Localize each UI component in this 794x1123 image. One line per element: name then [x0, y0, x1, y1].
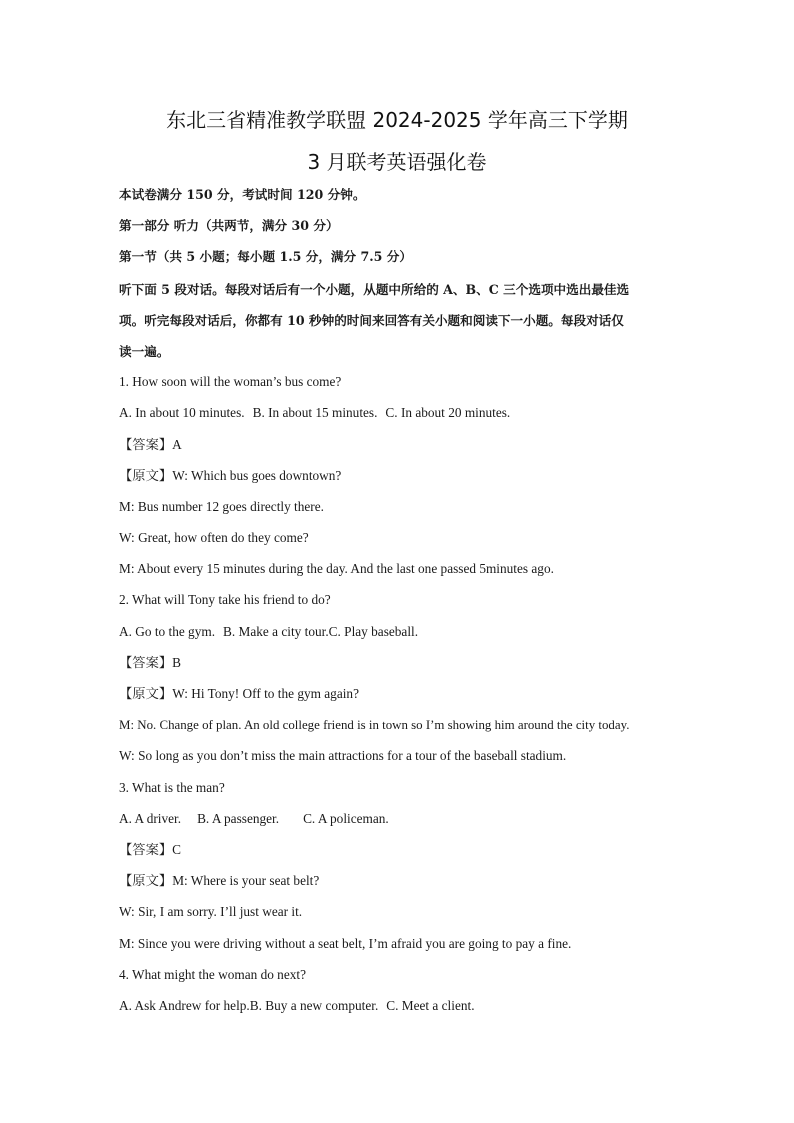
question-3-options	[119, 810, 389, 828]
option-b: B. Make a city tour.	[223, 624, 329, 639]
question-2: 2. What will Tony take his friend to do?	[119, 592, 331, 607]
option-b: B. A passenger.	[197, 811, 280, 826]
option-a: A. In about 10 minutes.	[119, 405, 245, 420]
option-a: A. A driver.	[119, 811, 182, 826]
script-3-line-3: M: Since you were driving without a seat belt, I’m afraid you are going to pay a fine.	[119, 936, 572, 951]
option-b: B. Buy a new computer.	[249, 998, 379, 1013]
question-2-options	[119, 623, 418, 641]
question-1-options	[119, 404, 510, 422]
exam-info: 本试卷满分 150 分，考试时间 120 分钟。	[119, 187, 366, 202]
script-2-line-1	[119, 685, 359, 703]
option-c: C. In about 20 minutes.	[385, 405, 511, 420]
answer-1: 【答案】A	[119, 437, 182, 452]
question-4-options	[119, 997, 475, 1015]
script-text: W: Which bus goes downtown?	[172, 468, 342, 483]
script-text: W: Hi Tony! Off to the gym again?	[172, 686, 359, 701]
option-a: A. Go to the gym.	[119, 624, 216, 639]
option-b: B. In about 15 minutes.	[252, 405, 378, 420]
instructions-line-1: 听下面 5 段对话。每段对话后有一个小题，从题中所给的 A、B、C 三个选项中选出最佳选	[119, 282, 630, 297]
section-heading: 第一节（共 5 小题；每小题 1.5 分，满分 7.5 分）	[119, 249, 412, 264]
answer-2: 【答案】B	[119, 655, 182, 670]
question-3: 3. What is the man?	[119, 780, 225, 795]
script-label: 【原文】	[119, 686, 173, 701]
script-2-line-2: M: No. Change of plan. An old college friend is in town so I’m showing him around the city today.	[119, 718, 630, 732]
option-c: C. Play baseball.	[328, 624, 419, 639]
script-1-line-2: M: Bus number 12 goes directly there.	[119, 499, 324, 514]
script-1-line-4: M: About every 15 minutes during the day. And the last one passed 5minutes ago.	[119, 561, 554, 576]
question-1: 1. How soon will the woman’s bus come?	[119, 374, 342, 389]
title-line-2: 3 月联考英语强化卷	[307, 150, 487, 174]
script-1-line-1	[119, 467, 341, 485]
script-label: 【原文】	[119, 873, 173, 888]
instructions-line-2: 项。听完每段对话后，你都有 10 秒钟的时间来回答有关小题和阅读下一小题。每段对话仅	[119, 313, 624, 328]
question-4: 4. What might the woman do next?	[119, 967, 306, 982]
part-heading: 第一部分 听力（共两节，满分 30 分）	[119, 218, 339, 233]
script-1-line-3: W: Great, how often do they come?	[119, 530, 309, 545]
option-c: C. A policeman.	[303, 811, 389, 826]
title-line-1: 东北三省精准教学联盟 2024-2025 学年高三下学期	[166, 108, 628, 132]
script-3-line-1	[119, 872, 319, 890]
answer-3: 【答案】C	[119, 842, 182, 857]
script-label: 【原文】	[119, 468, 173, 483]
option-c: C. Meet a client.	[386, 998, 475, 1013]
script-text: M: Where is your seat belt?	[172, 873, 320, 888]
script-3-line-2: W: Sir, I am sorry. I’ll just wear it.	[119, 904, 303, 919]
script-2-line-3: W: So long as you don’t miss the main attractions for a tour of the baseball stadium.	[119, 748, 567, 763]
option-a: A. Ask Andrew for help.	[119, 998, 250, 1013]
instructions-line-3: 读一遍。	[119, 344, 170, 359]
